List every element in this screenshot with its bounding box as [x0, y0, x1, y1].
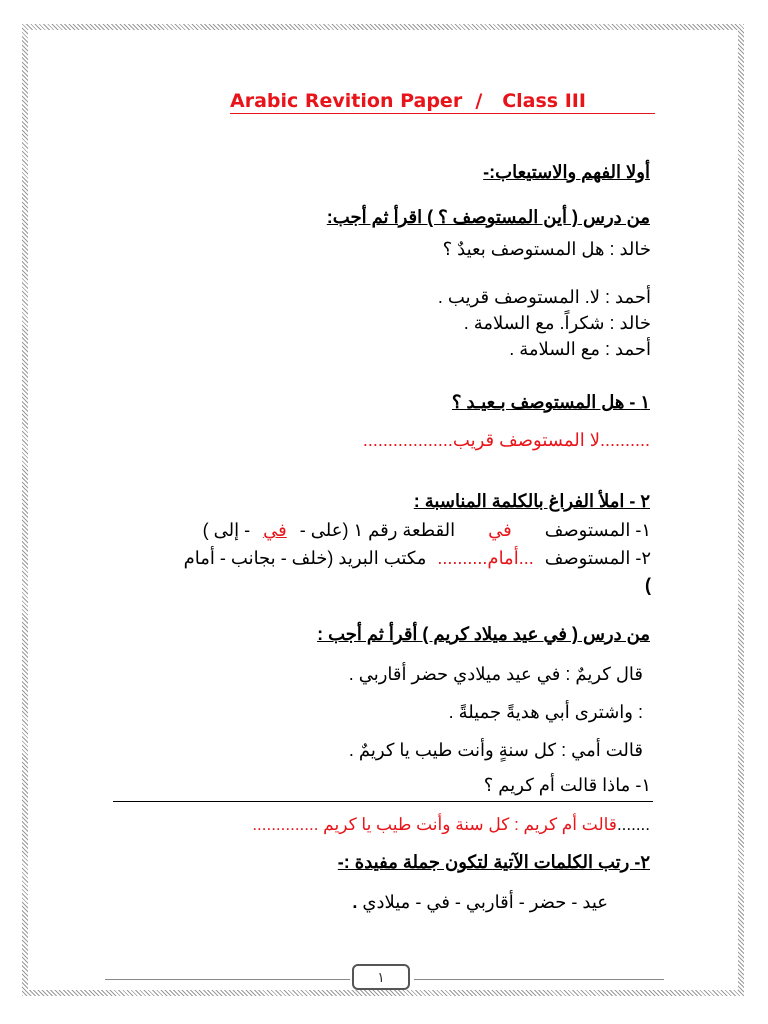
fill-blank-line-2 [184, 548, 651, 569]
fill-blank-line-3: ) [645, 575, 651, 595]
dialog-line: قال كريمٌ : في عيد ميلادي حضر أقاربي . [348, 664, 643, 684]
fill-blank-text: ٢- المستوصف [544, 548, 651, 568]
fill-blank-answer: ...أمام.......... [437, 548, 534, 568]
fill-blank-option: في [263, 520, 287, 540]
lesson-title-clinic: من درس ( أين المستوصف ؟ ) اقرأ ثم أجب: [326, 207, 650, 227]
fill-blank-answer: في [488, 520, 512, 540]
word-list-text: عيد - حضر - أقاربي - في - ميلادي [362, 892, 608, 912]
word-list-end: . [352, 892, 358, 912]
dialog-line: خالد : شكراً. مع السلامة . [463, 313, 651, 333]
page-number: ١ [352, 964, 410, 990]
fill-blank-text: ١- المستوصف [544, 520, 651, 540]
page-title: Arabic Revition Paper / Class III [230, 90, 655, 114]
footer-line-left [105, 979, 350, 980]
section-heading-fill-blank: ٢ - املأ الفراغ بالكلمة المناسبة : [413, 491, 650, 511]
lesson-title-birthday: من درس ( في عيد ميلاد كريم ) أقرأ ثم أجب : [317, 624, 650, 644]
fill-blank-text: مكتب البريد (خلف - بجانب - أمام [183, 548, 427, 568]
fill-blank-text: - إلى ) [202, 520, 251, 540]
answer-1: ..........لا المستوصف قريب.................. [362, 430, 650, 450]
answer-2 [252, 815, 650, 835]
fill-blank-line-1 [203, 520, 651, 541]
footer-line-right [414, 979, 664, 980]
answer-2-text: قالت أم كريم : كل سنة وأنت طيب يا كريم .............. [252, 815, 617, 834]
word-list [352, 892, 608, 913]
dialog-line: قالت أمي : كل سنةٍ وأنت طيب يا كريمٌ . [348, 740, 643, 760]
answer-2-prefix: ....... [616, 815, 650, 834]
dialog-line: : واشترى أبي هديةً جميلةً . [448, 702, 643, 722]
question-2: ١- ماذا قالت أم كريم ؟ [483, 775, 651, 795]
section-heading-comprehension: أولا الفهم والاستيعاب:- [483, 162, 650, 182]
question-1: ١ - هل المستوصف بـعيـد ؟ [451, 392, 650, 412]
dialog-line: خالد : هل المستوصف بعيدٌ ؟ [442, 239, 651, 259]
dialog-line: أحمد : لا. المستوصف قريب . [437, 287, 651, 307]
answer-line [113, 801, 653, 802]
fill-blank-text: القطعة رقم ١ (على - [299, 520, 456, 540]
dialog-line: أحمد : مع السلامة . [509, 339, 651, 359]
question-3: ٢- رتب الكلمات الآتية لتكون جملة مفيدة :- [337, 852, 650, 872]
